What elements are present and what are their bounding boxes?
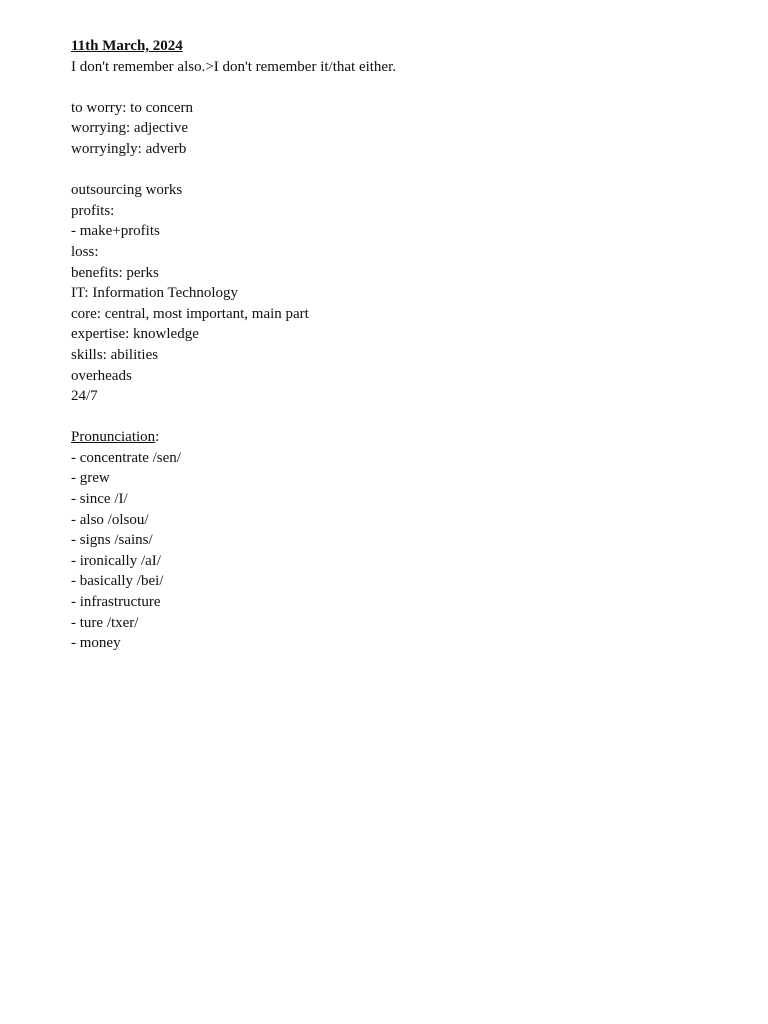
note-line: profits: <box>71 202 115 219</box>
pronunciation-item: - basically /bei/ <box>71 573 164 590</box>
pronunciation-item: - since /I/ <box>71 491 128 508</box>
pronunciation-item: - money <box>71 635 121 652</box>
pronunciation-item: - concentrate /sen/ <box>71 449 181 466</box>
pronunciation-item: - also /olsou/ <box>71 511 149 528</box>
note-line: skills: abilities <box>71 346 159 363</box>
note-line: outsourcing works <box>71 182 183 199</box>
pronunciation-section <box>71 427 711 654</box>
note-line: overheads <box>71 367 132 384</box>
pronunciation-item: - infrastructure <box>71 594 161 611</box>
note-line: worryingly: adverb <box>71 140 187 157</box>
note-line: loss: <box>71 243 99 260</box>
pronunciation-heading <box>71 427 711 448</box>
spacer <box>71 160 711 181</box>
note-line: - make+profits <box>71 223 160 240</box>
spacer <box>71 407 711 428</box>
note-line: benefits: perks <box>71 264 159 281</box>
vocab-section <box>71 180 711 407</box>
pronunciation-item: - grew <box>71 470 110 487</box>
pronunciation-heading-colon: : <box>155 429 160 446</box>
note-line: IT: Information Technology <box>71 285 239 302</box>
note-line: to worry: to concern <box>71 99 194 116</box>
correction-note: I don't remember also.>I don't remember it/that either. <box>71 58 397 75</box>
pronunciation-item: - signs /sains/ <box>71 532 153 549</box>
worry-section <box>71 98 711 160</box>
note-line: expertise: knowledge <box>71 326 199 343</box>
pronunciation-item: - ironically /aI/ <box>71 552 161 569</box>
pronunciation-item: - ture /txer/ <box>71 614 139 631</box>
pronunciation-heading-text: Pronunciation <box>71 429 156 446</box>
note-line: core: central, most important, main part <box>71 305 309 322</box>
note-line: 24/7 <box>71 388 98 405</box>
document-page <box>71 36 711 654</box>
spacer <box>71 77 711 98</box>
date-heading: 11th March, 2024 <box>71 38 183 54</box>
note-line: worrying: adjective <box>71 120 189 137</box>
